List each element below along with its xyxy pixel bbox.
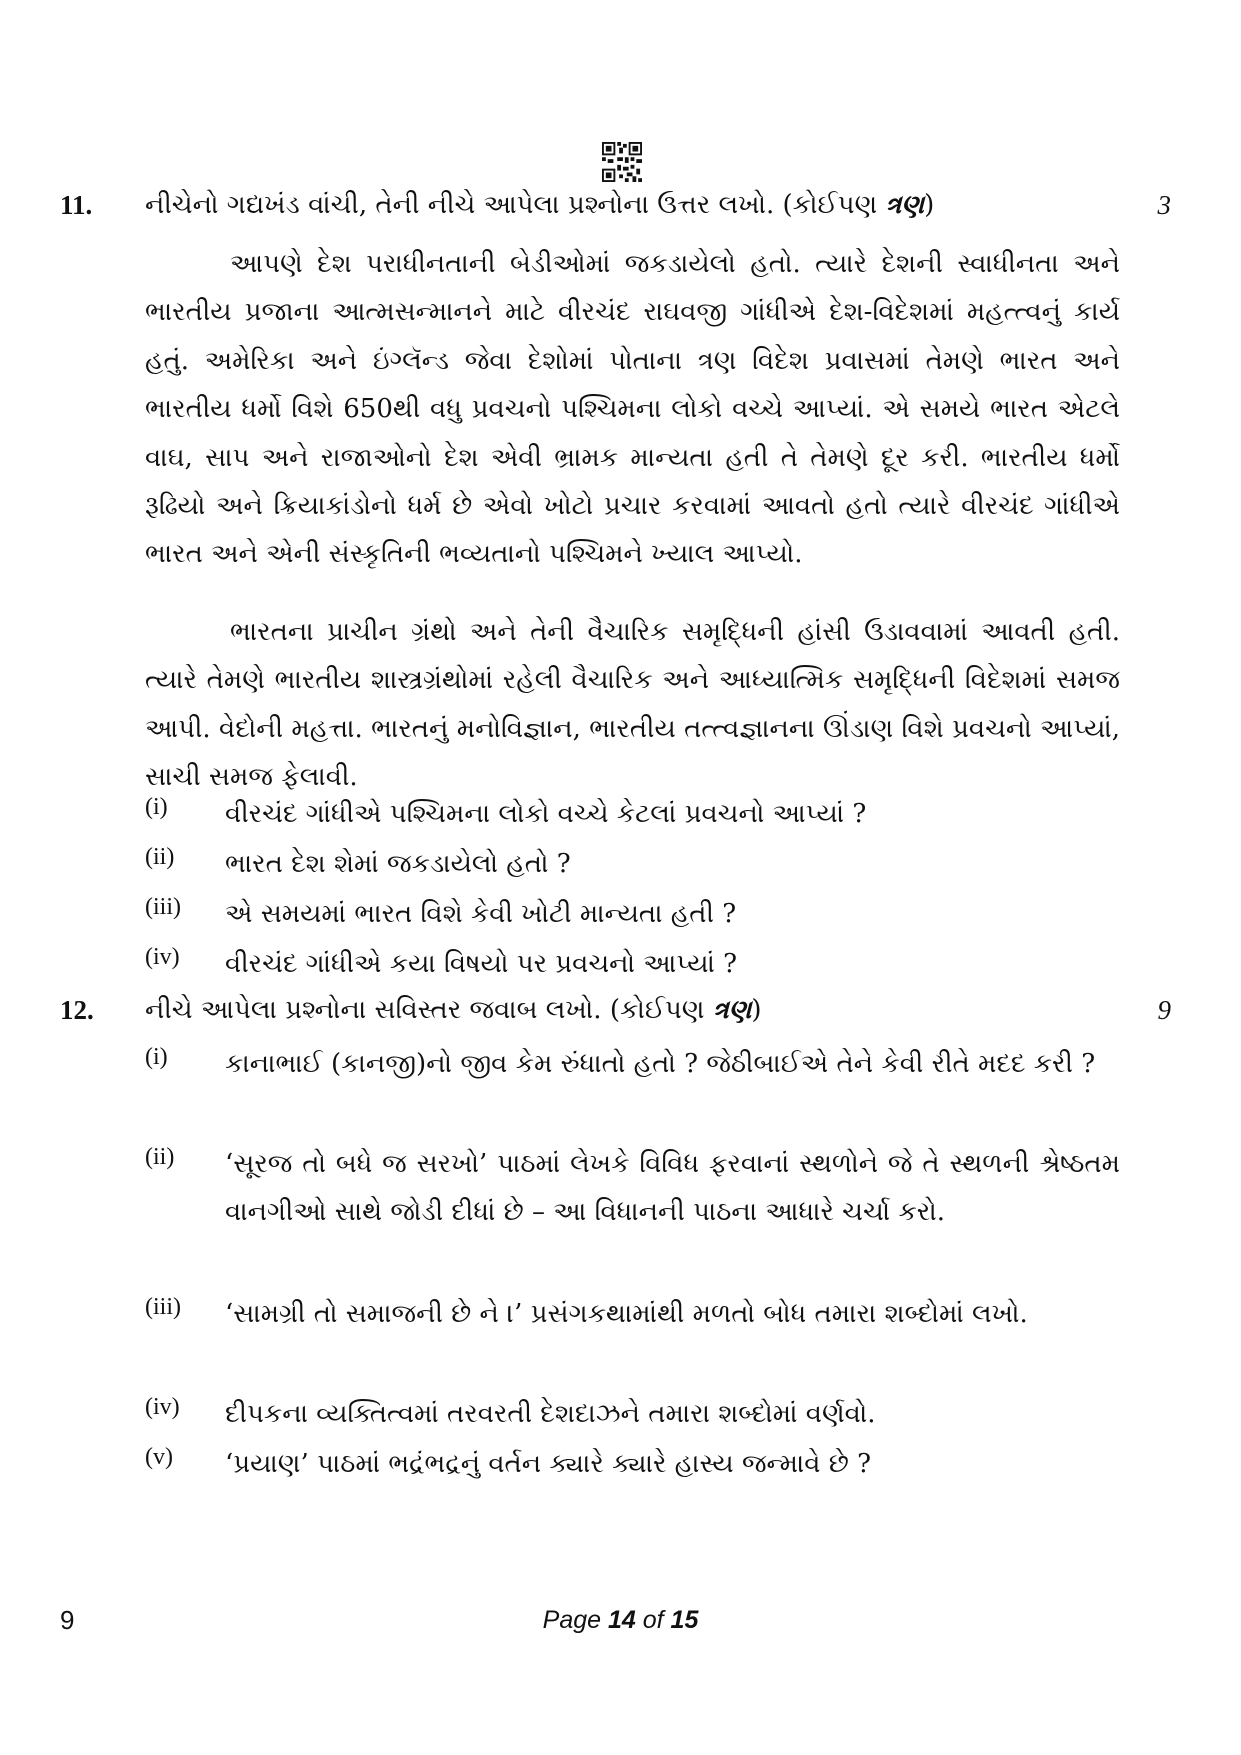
sub-question-label: (iv) bbox=[145, 944, 180, 970]
sub-question-text: વીરચંદ ગાંધીએ કયા વિષયો પર પ્રવચનો આપ્યાં ? bbox=[225, 949, 738, 979]
passage-paragraph-1: આપણે દેશ પરાધીનતાની બેડીઓમાં જકડાયેલો હતો. ત્યારે દેશની સ્વાધીનતા અને ભારતીય પ્રજાના આત્મસન્માનને માટે વીરચંદ રાઘવજી ગાંધીએ દેશ-વિદેશમાં મહત્ત્વનું કાર્ય હતું. અમેરિકા અને ઇંગ્લૅન્ડ જેવા દેશોમાં પોતાના ત્રણ વિદેશ પ્રવાસમાં તેમણે ભારત અને ભારતીય ધર્મો વિશે 650થી વધુ પ્રવચનો પશ્ચિમના લોકો વચ્ચે આપ્યાં. એ સમયે ભારત એટલે વાઘ, સાપ અને રાજાઓનો દેશ એવી ભ્રામક માન્યતા હતી તે તેમણે દૂર કરી. ભારતીય ધર્મો રૂઢિયો અને ક્રિયાકાંડોનો ધર્મ છે એવો ખોટો પ્રચાર કરવામાં આવતો હતો ત્યારે વીરચંદ ગાંધીએ ભારત અને એની સંસ્કૃતિની ભવ્યતાનો પશ્ચિમને ખ્યાલ આપ્યો. bbox=[145, 249, 1120, 570]
question-prompt: નીચેનો ગદ્યખંડ વાંચી, તેની નીચે આપેલા પ્રશ્નોના ઉત્તર લખો. (કોઈપણ ત્રણ) bbox=[145, 190, 935, 220]
sub-question-text: ‘પ્રયાણ’ પાઠમાં ભદ્રંભદ્રનું વર્તન ક્યારે ક્યારે હાસ્ય જન્માવે છે ? bbox=[225, 1449, 872, 1479]
sub-question-text: કાનાભાઈ (કાનજી)નો જીવ કેમ રુંધાતો હતો ? જેઠીબાઈએ તેને કેવી રીતે મદદ કરી ? bbox=[225, 1049, 1096, 1079]
sub-question-label: (iv) bbox=[145, 1394, 180, 1420]
sub-question-text: વીરચંદ ગાંધીએ પશ્ચિમના લોકો વચ્ચે કેટલાં પ્રવચનો આપ્યાં ? bbox=[225, 799, 867, 829]
qr-code-icon bbox=[602, 142, 642, 182]
prompt-emphasis: ત્રણ bbox=[885, 190, 925, 220]
sub-question-text: ‘સૂરજ તો બધે જ સરખો’ પાઠમાં લેખકે વિવિધ ફરવાનાં સ્થળોને જે તે સ્થળની શ્રેષ્ઠતમ વાનગીઓ સાથે જોડી દીધાં છે – આ વિધાનની પાઠના આધારે ચર્ચા કરો. bbox=[225, 1149, 1120, 1227]
question-prompt: નીચે આપેલા પ્રશ્નોના સવિસ્તર જવાબ લખો. (કોઈપણ ત્રણ) bbox=[145, 995, 762, 1025]
sub-question-text: ભારત દેશ શેમાં જકડાયેલો હતો ? bbox=[225, 849, 571, 879]
prompt-emphasis: ત્રણ bbox=[712, 995, 752, 1025]
sub-question-label: (i) bbox=[145, 1044, 168, 1070]
question-number: 12. bbox=[60, 995, 94, 1025]
question-marks: 9 bbox=[1157, 995, 1171, 1025]
sub-question-text: ‘સામગ્રી તો સમાજની છે ને ।’ પ્રસંગકથામાંથી મળતો બોધ તમારા શબ્દોમાં લખો. bbox=[225, 1299, 1028, 1329]
sub-question-label: (ii) bbox=[145, 844, 175, 870]
sub-question-label: (iii) bbox=[145, 894, 181, 920]
sub-question-text: દીપકના વ્યક્તિત્વમાં તરવરતી દેશદાઝને તમારા શબ્દોમાં વર્ણવો. bbox=[225, 1399, 876, 1429]
question-number: 11. bbox=[60, 190, 93, 220]
paper-code: 9 bbox=[60, 1605, 75, 1635]
sub-question-label: (ii) bbox=[145, 1144, 175, 1170]
sub-question-label: (v) bbox=[145, 1444, 173, 1470]
sub-question-label: (i) bbox=[145, 794, 168, 820]
sub-question-label: (iii) bbox=[145, 1294, 181, 1320]
question-marks: 3 bbox=[1157, 190, 1171, 220]
page-number: Page 14 of 15 bbox=[542, 1606, 699, 1634]
sub-question-text: એ સમયમાં ભારત વિશે કેવી ખોટી માન્યતા હતી ? bbox=[225, 899, 737, 929]
passage-paragraph-2: ભારતના પ્રાચીન ગ્રંથો અને તેની વૈચારિક સમૃદ્ધિની હાંસી ઉડાવવામાં આવતી હતી. ત્યારે તેમણે ભારતીય શાસ્ત્રગ્રંથોમાં રહેલી વૈચારિક અને આધ્યાત્મિક સમૃદ્ધિની વિદેશમાં સમજ આપી. વેદોની મહત્તા. ભારતનું મનોવિજ્ઞાન, ભારતીય તત્ત્વજ્ઞાનના ઊંડાણ વિશે પ્રવચનો આપ્યાં, સાચી સમજ ફેલાવી. bbox=[145, 617, 1120, 793]
